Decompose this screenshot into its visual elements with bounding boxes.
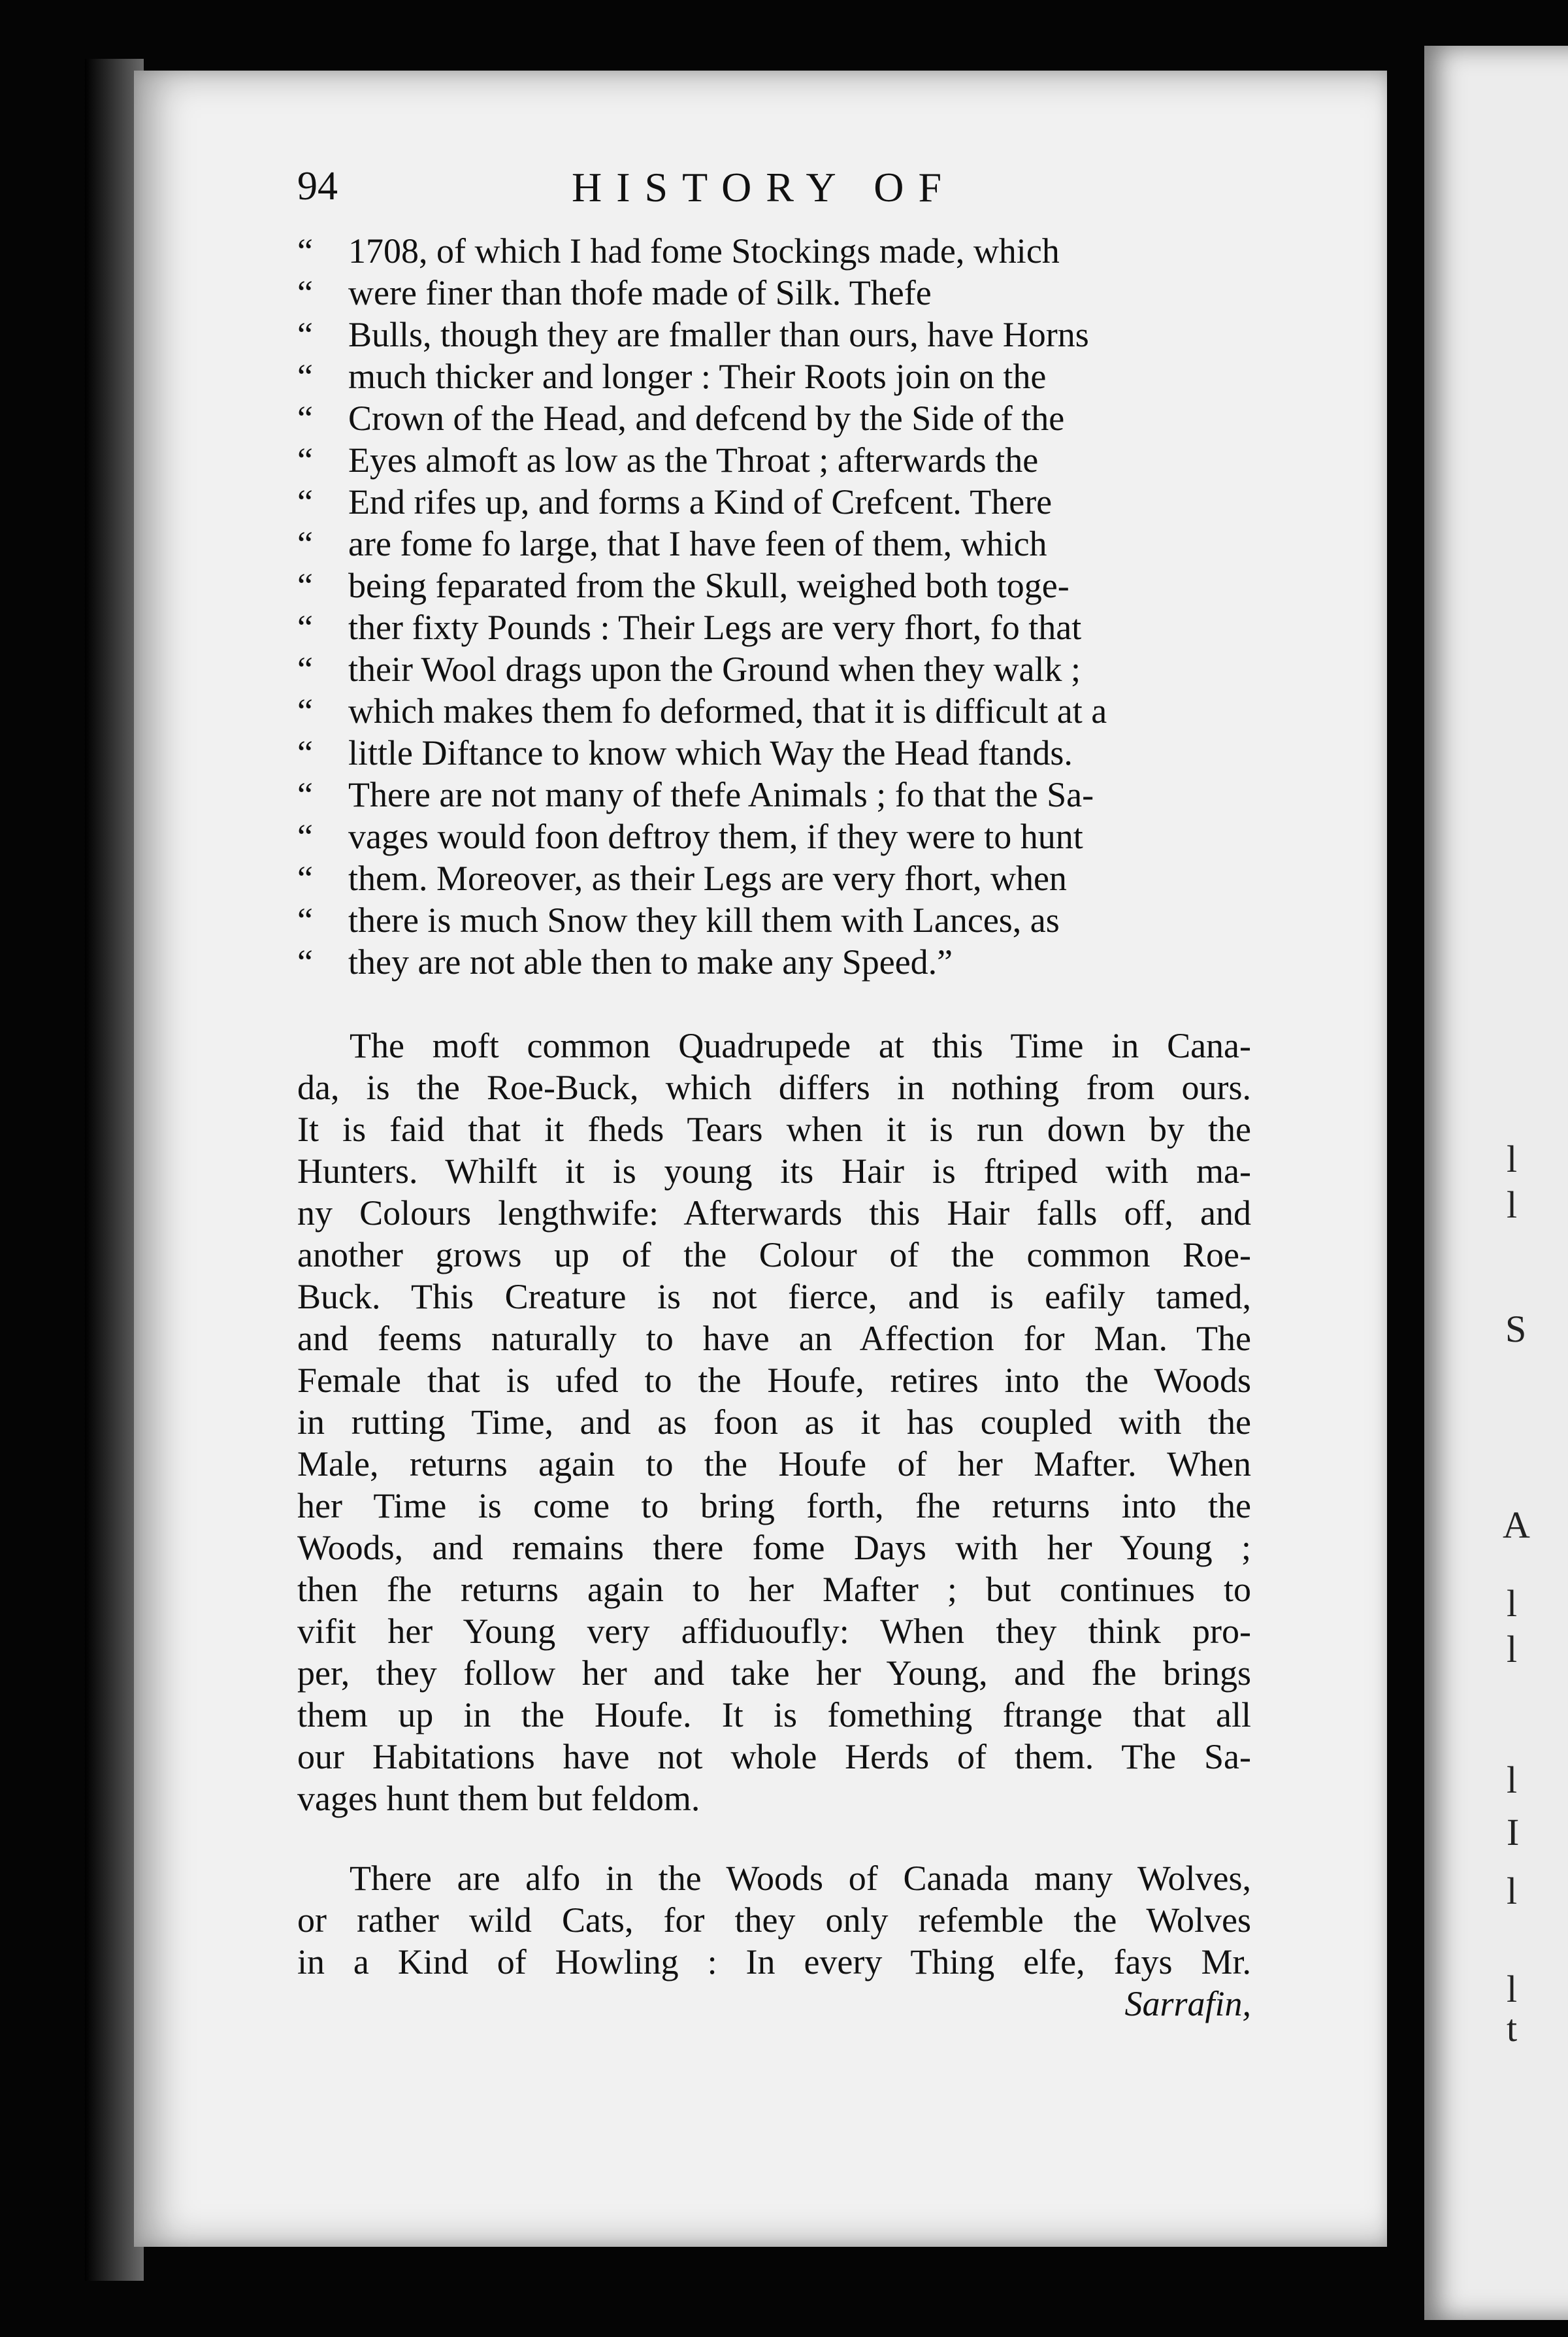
quote-line: “ ther fixty Pounds : Their Legs are very fhort, fo that	[297, 608, 1082, 647]
facing-page-letter: l	[1507, 1628, 1518, 1670]
facing-page-letter: l	[1507, 1968, 1518, 2010]
text-line: another grows up of the Colour of the common Roe-	[297, 1235, 1251, 1274]
quote-mark: “	[297, 357, 313, 396]
text-line: There are alfo in the Woods of Canada many Wolves,	[350, 1859, 1251, 1898]
quote-mark: “	[297, 691, 313, 731]
quote-line: “ End rifes up, and forms a Kind of Crefcent. There	[297, 482, 1053, 522]
page-number: 94	[297, 164, 338, 208]
text-line: vages hunt them but feldom.	[297, 1779, 700, 1818]
facing-page-letter: I	[1507, 1811, 1520, 1853]
text-line: in rutting Time, and as foon as it has coupled with the	[297, 1402, 1251, 1442]
quote-mark: “	[297, 901, 313, 940]
quote-mark: “	[297, 817, 313, 856]
text-line: da, is the Roe-Buck, which differs in nothing from ours.	[297, 1068, 1251, 1107]
quote-line: “ which makes them fo deformed, that it is difficult at a	[297, 691, 1107, 731]
quote-line: “ Crown of the Head, and defcend by the Side of the	[297, 399, 1065, 438]
paragraph-wolves	[297, 1857, 1251, 2025]
quote-line: “ little Diftance to know which Way the Head ftands.	[297, 733, 1073, 772]
text-line: Woods, and remains there fome Days with her Young ;	[297, 1528, 1251, 1567]
quote-line: “ much thicker and longer : Their Roots join on the	[297, 357, 1047, 396]
quote-line: “ them. Moreover, as their Legs are very fhort, when	[297, 859, 1067, 898]
paragraph-roe-buck	[297, 1025, 1251, 1819]
quote-line: “ were finer than thofe made of Silk. Thefe	[297, 273, 932, 312]
facing-page-letter: A	[1503, 1504, 1530, 1546]
quote-line: “ Eyes almoft as low as the Throat ; afterwards the	[297, 440, 1039, 480]
text-line: Buck. This Creature is not fierce, and is eafily tamed,	[297, 1277, 1251, 1316]
facing-page-letter: l	[1507, 1870, 1518, 1912]
quote-mark: “	[297, 440, 313, 480]
quote-mark: “	[297, 482, 313, 522]
text-line: Female that is ufed to the Houfe, retires into the Woods	[297, 1361, 1251, 1400]
text-line: The moft common Quadrupede at this Time in Cana-	[350, 1026, 1251, 1065]
text-line: Hunters. Whilft it is young its Hair is ftriped with ma-	[297, 1152, 1251, 1191]
catchword-line	[297, 1983, 1251, 2025]
quote-mark: “	[297, 315, 313, 354]
quote-mark: “	[297, 231, 313, 271]
catchword: Sarrafin,	[1124, 1984, 1251, 2023]
text-line: then fhe returns again to her Mafter ; but continues to	[297, 1570, 1251, 1609]
quote-mark: “	[297, 942, 313, 982]
quote-line: “ their Wool drags upon the Ground when they walk ;	[297, 650, 1081, 689]
quote-mark: “	[297, 733, 313, 772]
text-line: and feems naturally to have an Affection for Man. The	[297, 1319, 1251, 1358]
facing-page-letter: l	[1507, 1138, 1518, 1180]
text-line: our Habitations have not whole Herds of them. The Sa-	[297, 1737, 1251, 1776]
quote-line: “ There are not many of thefe Animals ; fo that the Sa-	[297, 775, 1094, 814]
quote-mark: “	[297, 399, 313, 438]
quote-line: “ 1708, of which I had fome Stockings made, which	[297, 231, 1060, 271]
text-line: It is faid that it fheds Tears when it is run down by the	[297, 1110, 1251, 1149]
text-line: in a Kind of Howling : In every Thing elfe, fays Mr.	[297, 1942, 1251, 1981]
text-line: Male, returns again to the Houfe of her Mafter. When	[297, 1444, 1251, 1483]
quote-mark: “	[297, 524, 313, 563]
facing-page-letter: l	[1507, 1184, 1518, 1226]
quote-mark: “	[297, 859, 313, 898]
running-head: HISTORY OF	[572, 164, 956, 210]
quote-mark: “	[297, 775, 313, 814]
quote-line: “ there is much Snow they kill them with Lances, as	[297, 901, 1060, 940]
facing-page-letter: l	[1507, 1582, 1518, 1625]
quote-line: “ being feparated from the Skull, weighed both toge-	[297, 566, 1070, 605]
text-line: vifit her Young very affiduoufly: When they think pro-	[297, 1612, 1251, 1651]
page-header	[297, 163, 1251, 216]
quote-mark: “	[297, 273, 313, 312]
text-line: them up in the Houfe. It is fomething ftrange that all	[297, 1695, 1251, 1734]
quote-mark: “	[297, 566, 313, 605]
quote-line: “ they are not able then to make any Speed.”	[297, 942, 953, 982]
text-line: ny Colours lengthwife: Afterwards this Hair falls off, and	[297, 1193, 1251, 1233]
facing-page-letter: l	[1507, 1759, 1518, 1801]
text-line: her Time is come to bring forth, fhe returns into the	[297, 1486, 1251, 1525]
text-line: or rather wild Cats, for they only refemble the Wolves	[297, 1900, 1251, 1940]
facing-page-letter: t	[1507, 2007, 1518, 2049]
facing-page-edge	[1424, 46, 1568, 2320]
quote-line: “ Bulls, though they are fmaller than ours, have Horns	[297, 315, 1089, 354]
facing-page-letter: S	[1505, 1308, 1527, 1350]
quotation-block	[297, 230, 1251, 983]
quote-mark: “	[297, 650, 313, 689]
quote-line: “ are fome fo large, that I have feen of them, which	[297, 524, 1047, 563]
text-line: per, they follow her and take her Young, and fhe brings	[297, 1653, 1251, 1693]
quote-line: “ vages would foon deftroy them, if they were to hunt	[297, 817, 1083, 856]
quote-mark: “	[297, 608, 313, 647]
